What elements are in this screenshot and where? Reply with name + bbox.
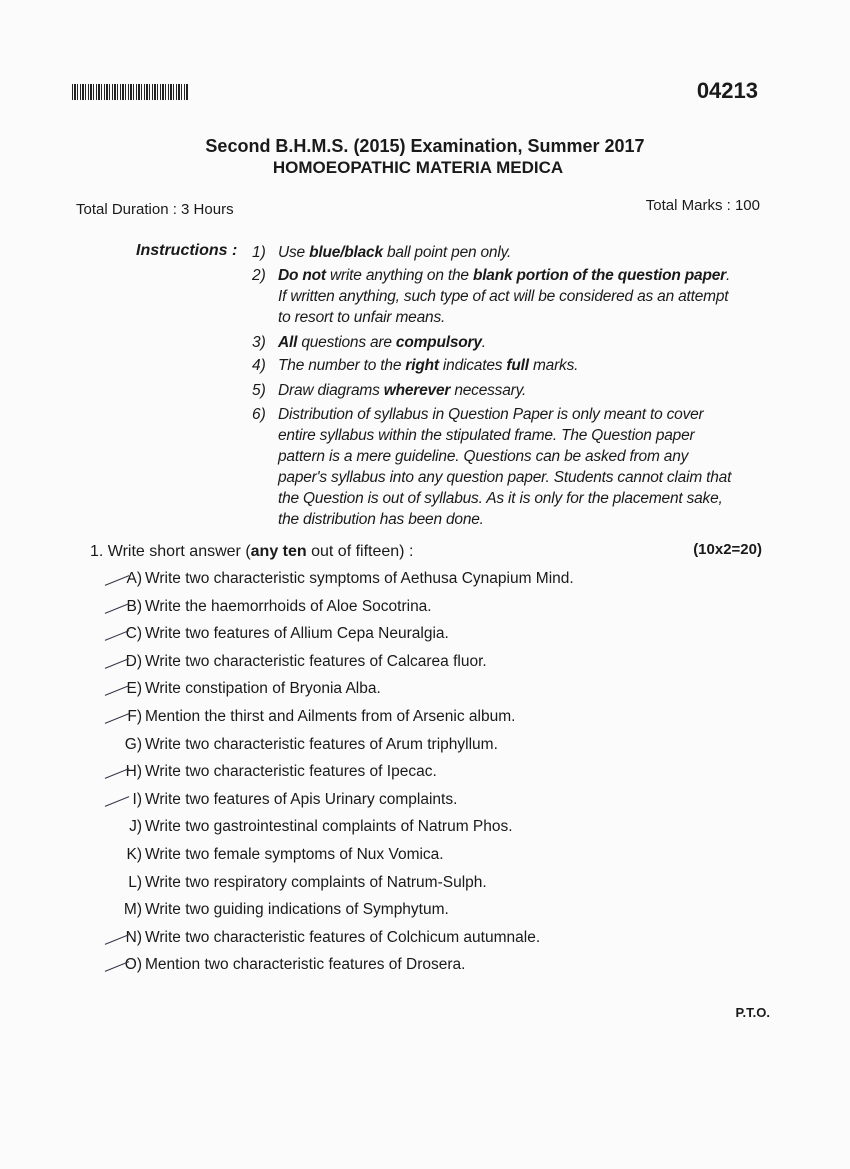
- question-text: Mention the thirst and Ailments from of Arsenic album.: [145, 708, 516, 725]
- instruction-item: [252, 380, 732, 401]
- instruction-number: 1): [252, 244, 266, 261]
- question-label: C): [125, 625, 142, 643]
- question-text: Write constipation of Bryonia Alba.: [145, 680, 381, 698]
- instruction-segment: compulsory: [395, 334, 482, 351]
- instruction-text: [278, 380, 732, 401]
- question-text: Write two features of Apis Urinary complaints.: [145, 790, 458, 808]
- instruction-segment: Use: [278, 244, 310, 261]
- question-text: Write two female symptoms of Nux Vomica.: [145, 846, 444, 863]
- question-item: [112, 929, 540, 947]
- question-text: Write two characteristic symptoms of Aethusa Cynapium Mind.: [145, 570, 574, 587]
- question-item: [112, 956, 465, 974]
- question-text: Write two characteristic features of Calcarea fluor.: [145, 652, 487, 670]
- instruction-item: [252, 332, 732, 353]
- instruction-item: [252, 242, 732, 263]
- question-item: [112, 736, 498, 754]
- question-text: Write two characteristic features of Arum triphyllum.: [145, 735, 498, 753]
- instruction-segment: marks.: [528, 357, 579, 374]
- question-item: [112, 846, 444, 864]
- question-item: [112, 653, 487, 671]
- question-item: [112, 570, 574, 588]
- total-marks: Total Marks : 100: [645, 197, 760, 214]
- instruction-segment: blank portion of the question paper: [472, 267, 726, 284]
- instruction-text: [278, 265, 732, 328]
- q1-bold: any ten: [250, 543, 307, 560]
- question-label: F): [127, 708, 142, 725]
- question-label: H): [125, 763, 142, 781]
- instruction-item: [252, 404, 732, 530]
- question-label: K): [126, 846, 142, 863]
- instruction-segment: Do not: [278, 267, 326, 284]
- instruction-number: 5): [252, 382, 266, 399]
- instruction-text: [278, 242, 732, 263]
- instruction-segment: Distribution of syllabus in Question Paper is only meant to cover entire syllabus within the stipulated frame. The Question paper pattern is a mere guideline. Questions can be asked from any paper's syllabus into any question paper. Students cannot claim that the Question is out of syllabus. As it is only for the placement sake, the distribution has been done.: [278, 406, 732, 528]
- instruction-segment: indicates: [438, 357, 507, 374]
- instruction-segment: blue/black: [309, 244, 383, 261]
- question-item: [112, 708, 515, 726]
- question-item: [112, 874, 487, 892]
- instruction-segment: . If written anything, such type of act will be considered as an attempt to resort to unfair means.: [278, 267, 731, 326]
- question-label: A): [126, 570, 142, 587]
- instruction-text: [278, 404, 732, 530]
- question-item: [112, 791, 457, 809]
- question-item: [112, 763, 437, 781]
- question-label: N): [125, 928, 142, 946]
- exam-title: Second B.H.M.S. (2015) Examination, Summer 2017: [205, 136, 645, 156]
- instruction-segment: The number to the: [278, 357, 406, 374]
- instruction-text: [278, 355, 732, 376]
- question-text: Write two respiratory complaints of Natrum-Sulph.: [145, 873, 487, 891]
- instruction-segment: Draw diagrams: [278, 382, 384, 399]
- instruction-segment: All: [278, 334, 298, 351]
- barcode: [72, 84, 188, 100]
- question-text: Write two guiding indications of Symphytum.: [145, 901, 449, 919]
- question-text: Write two characteristic features of Ipecac.: [145, 763, 437, 781]
- instruction-item: [252, 265, 732, 328]
- instruction-segment: .: [481, 334, 486, 351]
- question-text: Mention two characteristic features of Drosera.: [145, 956, 466, 974]
- instruction-number: 4): [252, 357, 266, 374]
- question-item: [112, 598, 432, 616]
- instruction-item: [252, 355, 732, 376]
- instructions-label: Instructions :: [136, 242, 238, 259]
- question-item: [112, 818, 513, 836]
- question-label: D): [125, 652, 142, 670]
- question-text: Write two gastrointestinal complaints of Natrum Phos.: [145, 818, 513, 836]
- instruction-text: [278, 332, 732, 353]
- pto-label: P.T.O.: [735, 1005, 770, 1020]
- instruction-number: 6): [252, 406, 266, 423]
- paper-code: 04213: [696, 78, 758, 103]
- instruction-segment: full: [506, 357, 529, 374]
- question-label: M): [123, 901, 142, 919]
- total-duration: Total Duration : 3 Hours: [76, 201, 234, 218]
- question-label: E): [126, 680, 142, 698]
- question-label: J): [129, 818, 142, 836]
- question-1-heading: [90, 543, 413, 561]
- instruction-segment: write anything on the: [325, 267, 473, 284]
- subject-title: HOMOEOPATHIC MATERIA MEDICA: [272, 158, 564, 177]
- question-text: Write two features of Allium Cepa Neuralgia.: [145, 625, 449, 643]
- q1-prefix: 1. Write short answer (: [90, 543, 251, 560]
- question-label: L): [128, 873, 142, 891]
- instruction-segment: ball point pen only.: [382, 244, 512, 261]
- instruction-segment: wherever: [383, 382, 451, 399]
- question-label: B): [126, 597, 142, 615]
- instruction-segment: necessary.: [450, 382, 527, 399]
- question-item: [112, 901, 449, 919]
- question-text: Write two characteristic features of Colchicum autumnale.: [145, 928, 541, 946]
- question-text: Write the haemorrhoids of Aloe Socotrina.: [145, 597, 432, 615]
- instruction-segment: questions are: [297, 334, 396, 351]
- question-item: [112, 625, 449, 643]
- instruction-segment: right: [405, 357, 439, 374]
- question-item: [112, 680, 381, 698]
- instruction-number: 2): [252, 267, 266, 284]
- question-label: G): [124, 735, 142, 753]
- question-label: I): [132, 790, 142, 808]
- question-1-marks: (10x2=20): [693, 541, 762, 558]
- q1-suffix: out of fifteen) :: [306, 543, 414, 560]
- instruction-number: 3): [252, 334, 266, 351]
- question-label: O): [124, 956, 142, 974]
